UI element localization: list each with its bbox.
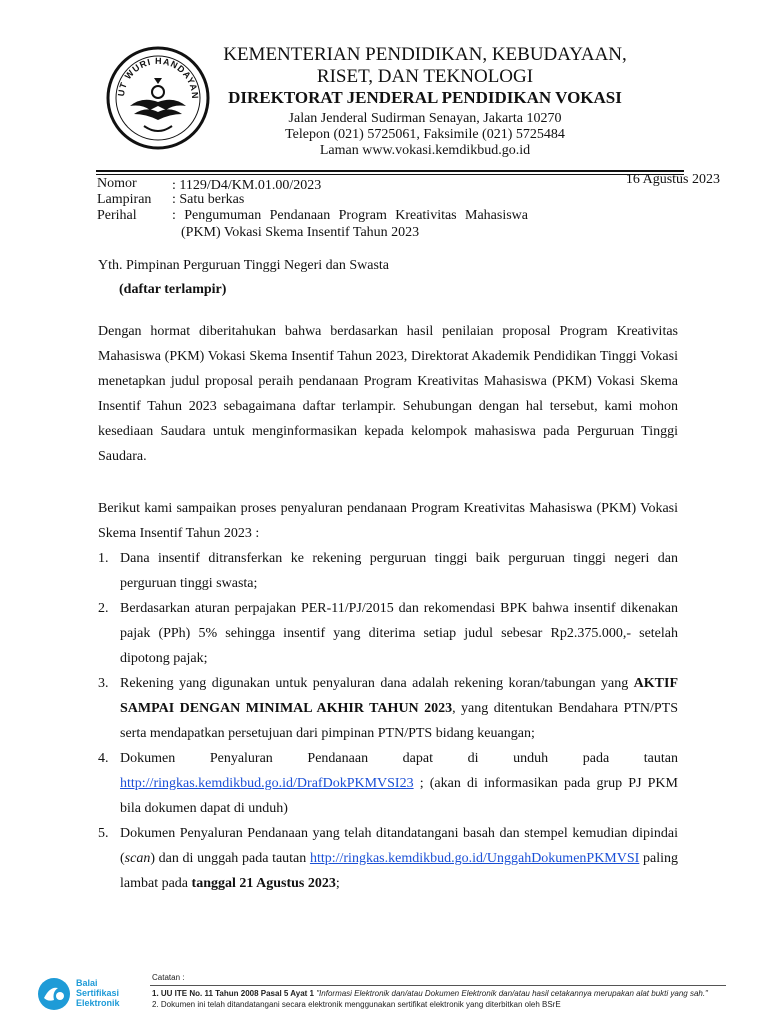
address: Jalan Jenderal Sudirman Senayan, Jakarta 10270 xyxy=(288,111,562,126)
list-item: 5. Dokumen Penyaluran Pendanaan yang telah ditandatangani basah dan stempel kemudian dipindai (scan) dan di unggah pada tautan http://ringkas.kemdikbud.go.id/UnggahDokumenPKMVSI paling lambat pada tanggal 21 Agustus 2023; xyxy=(98,826,678,891)
list-item: 2. Berdasarkan aturan perpajakan PER-11/PJ/2015 dan rekomendasi BPK bahwa insentif dikenakan pajak (PPh) 5% sehingga insentif yang diterima setiap judul sebesar Rp2.375.000,- setelah dipotong pajak; xyxy=(98,601,678,666)
upload-link[interactable]: http://ringkas.kemdikbud.go.id/UnggahDokumenPKMVSI xyxy=(309,851,640,866)
nomor-label: Nomor xyxy=(97,176,137,191)
download-link[interactable]: http://ringkas.kemdikbud.go.id/DrafDokPKMVSI23 xyxy=(120,776,414,791)
letter-date: 16 Agustus 2023 xyxy=(625,172,720,187)
list-item: 1. Dana insentif ditransferkan ke rekening perguruan tinggi baik perguruan tinggi negeri dan perguruan tinggi swasta; xyxy=(98,551,678,591)
footer-note-2: 2. Dokumen ini telah ditandatangani secara elektronik menggunakan sertifikat elektronik yang diterbitkan oleh BSrE xyxy=(152,1000,561,1009)
process-list xyxy=(98,546,678,896)
paragraph-announcement: Dengan hormat diberitahukan bahwa berdasarkan hasil penilaian proposal Program Kreativitas Mahasiswa (PKM) Vokasi Skema Insentif Tahun 2023, Direktorat Akademik Pendidikan Tinggi Vokasi menetapkan judul proposal peraih pendanaan Program Kreativitas Mahasiswa (PKM) Vokasi Skema Insentif Tahun 2023 sebagaimana daftar terlampir. Sehubungan dengan hal tersebut, kami mohon kesediaan Saudara untuk menginformasikan kepada kelompok mahasiswa pada Perguruan Tinggi Saudara. xyxy=(98,324,678,464)
footer-divider xyxy=(150,985,726,986)
ministry-name-line1: KEMENTERIAN PENDIDIKAN, KEBUDAYAAN, xyxy=(223,44,627,65)
nomor-value: : 1129/D4/KM.01.00/2023 xyxy=(172,178,322,193)
list-item: 3. Rekening yang digunakan untuk penyaluran dana adalah rekening koran/tabungan yang AKTIF SAMPAI DENGAN MINIMAL AKHIR TAHUN 2023, yang ditentukan Bendahara PTN/PTS serta mendapatkan persetujuan dari pimpinan PTN/PTS bidang keuangan; xyxy=(98,676,678,741)
footer-note-1: 1. UU ITE No. 11 Tahun 2008 Pasal 5 Ayat 1 "Informasi Elektronik dan/atau Dokumen Elektronik dan/atau hasil cetakannya merupakan alat bukti yang sah." xyxy=(152,989,708,998)
logo-motto: UT WURI HANDAYAN xyxy=(115,55,201,100)
lampiran-value: : Satu berkas xyxy=(172,192,245,207)
bsre-name-1: Balai xyxy=(76,978,98,988)
footer-note-heading: Catatan : xyxy=(152,973,185,982)
account-requirement: AKTIF SAMPAI DENGAN MINIMAL AKHIR TAHUN 2023 xyxy=(120,676,678,716)
website: Laman www.vokasi.kemdikbud.go.id xyxy=(319,143,531,158)
phone: Telepon (021) 5725061, Faksimile (021) 5725484 xyxy=(285,127,565,142)
perihal-value-line2: (PKM) Vokasi Skema Insentif Tahun 2023 xyxy=(181,225,420,240)
tut-wuri-handayani-logo xyxy=(104,44,212,152)
perihal-value-line1: : Pengumuman Pendanaan Program Kreativitas Mahasiswa xyxy=(172,208,528,223)
bsre-name-2: Sertifikasi xyxy=(76,988,120,998)
directorate-name: DIREKTORAT JENDERAL PENDIDIKAN VOKASI xyxy=(228,88,622,107)
ministry-name-line2: RISET, DAN TEKNOLOGI xyxy=(316,66,534,87)
deadline: tanggal 21 Agustus 2023 xyxy=(191,876,336,891)
letterhead-divider-thin xyxy=(96,174,684,175)
perihal-label: Perihal xyxy=(97,208,137,223)
list-item: 4. Dokumen Penyaluran Pendanaan dapat di unduh pada tautan http://ringkas.kemdikbud.go.id/DrafDokPKMVSI23 ; (akan di informasikan pada grup PJ PKM bila dokumen dapat di unduh) xyxy=(98,751,678,816)
recipient-list-note: (daftar terlampir) xyxy=(119,282,227,297)
lampiran-label: Lampiran xyxy=(97,192,152,207)
bsre-logo-icon xyxy=(36,976,72,1012)
bsre-name-3: Elektronik xyxy=(76,998,120,1008)
letterhead-divider xyxy=(96,170,684,172)
recipient-line: Yth. Pimpinan Perguruan Tinggi Negeri dan Swasta xyxy=(98,258,390,273)
paragraph-process-intro: Berikut kami sampaikan proses penyaluran pendanaan Program Kreativitas Mahasiswa (PKM) Vokasi Skema Insentif Tahun 2023 : xyxy=(98,501,678,541)
